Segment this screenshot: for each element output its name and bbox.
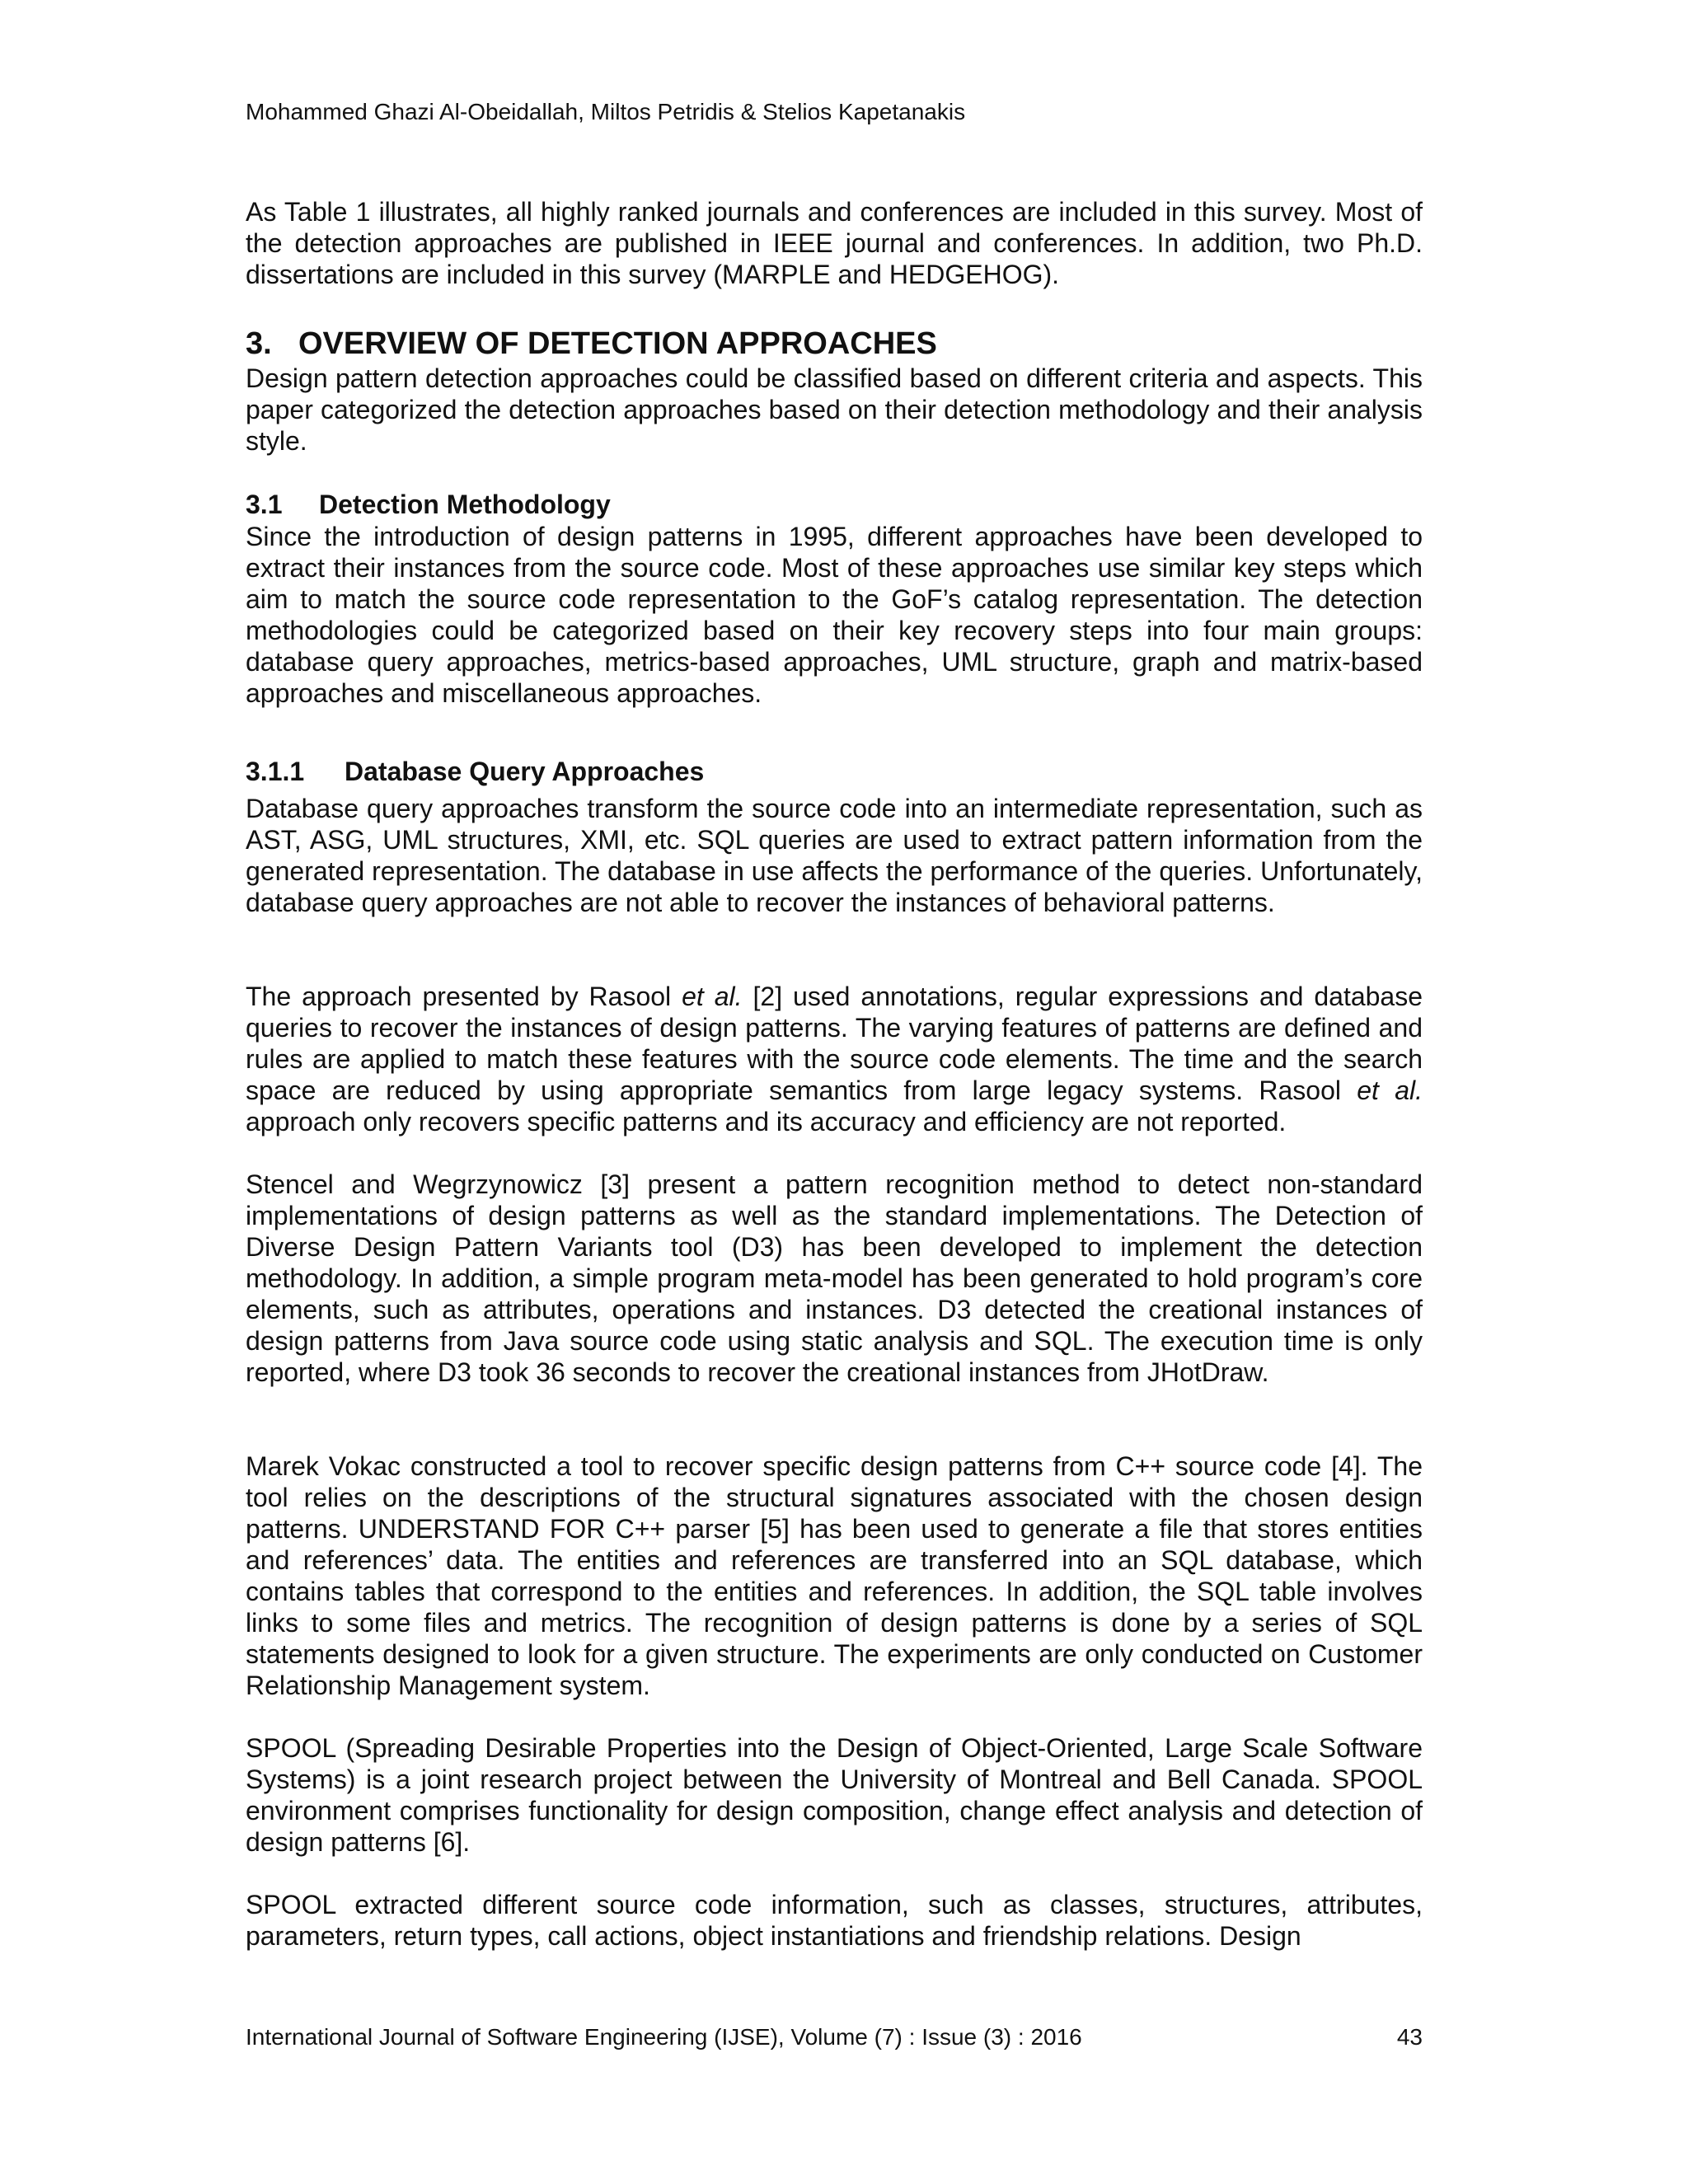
paragraph-spool-intro: SPOOL (Spreading Desirable Properties into the Design of Object-Oriented, Large Scale Software Systems) is a joint research project between the University of Montreal and Bell Canada. SPOOL environment comprises functionality for design composition, change effect analysis and detection of design patterns [6].: [246, 1733, 1423, 1857]
paragraph-rasool-part-e: approach only recovers specific patterns and its accuracy and efficiency are not reported.: [246, 1107, 1287, 1137]
intro-paragraph: As Table 1 illustrates, all highly ranked journals and conferences are included in this survey. Most of the detection approaches are published in IEEE journal and conferences. In addition, two Ph.D. dissertations are included in this survey (MARPLE and HEDGEHOG).: [246, 197, 1423, 289]
paragraph-rasool-part-a: The approach presented by Rasool: [246, 982, 682, 1011]
section-number: 3.: [246, 326, 272, 361]
section-paragraph: Design pattern detection approaches could be classified based on different criteria and aspects. This paper categorized the detection approaches based on their detection methodology and their analysis style.: [246, 363, 1423, 456]
subsubsection-number: 3.1.1: [246, 757, 305, 786]
page-footer: [246, 2022, 1423, 2052]
page-number: 43: [1396, 2024, 1423, 2050]
paragraph-rasool: [246, 981, 1423, 1137]
paragraph-vokac: Marek Vokac constructed a tool to recover specific design patterns from C++ source code [4]. The tool relies on the descriptions of the structural signatures associated with the chosen design patterns. UNDERSTAND FOR C++ parser [5] has been used to generate a file that stores entities and references’ data. The entities and references are transferred into an SQL database, which contains tables that correspond to the entities and references. In addition, the SQL table involves links to some files and metrics. The recognition of design patterns is done by a series of SQL statements designed to look for a given structure. The experiments are only conducted on Customer Relationship Management system.: [246, 1451, 1423, 1700]
paper-page: [246, 0, 1423, 2184]
paragraph-spool-extract: SPOOL extracted different source code information, such as classes, structures, attributes, parameters, return types, call actions, object instantiations and friendship relations. Design: [246, 1890, 1423, 1951]
paragraph-rasool-etal-2: et al.: [1357, 1076, 1423, 1105]
subsection-number: 3.1: [246, 490, 283, 519]
running-header-authors: Mohammed Ghazi Al-Obeidallah, Miltos Petridis & Stelios Kapetanakis: [246, 99, 966, 124]
paragraph-rasool-part-c: [2] used annotations, regular expressions and database queries to recover the instances of design patterns. The varying features of patterns are defined and rules are applied to match these features with the source code elements. The time and the search space are reduced by using appropriate semantics from large legacy systems. Rasool: [246, 982, 1423, 1105]
footer-journal: International Journal of Software Engineering (IJSE), Volume (7) : Issue (3) : 2016: [246, 2024, 1082, 2050]
subsubsection-heading: [246, 755, 704, 788]
subsubsection-title: Database Query Approaches: [345, 757, 705, 786]
section-heading: [246, 325, 937, 363]
paragraph-rasool-etal-1: et al.: [682, 982, 743, 1011]
subsection-paragraph: Since the introduction of design patterns in 1995, different approaches have been developed to extract their instances from the source code. Most of these approaches use similar key steps which aim to match the source code representation to the GoF’s catalog representation. The detection methodologies could be categorized based on their key recovery steps into four main groups: database query approaches, metrics-based approaches, UML structure, graph and matrix-based approaches and miscellaneous approaches.: [246, 522, 1423, 708]
section-title: OVERVIEW OF DETECTION APPROACHES: [298, 326, 937, 361]
subsection-title: Detection Methodology: [319, 490, 611, 519]
subsection-heading: [246, 488, 611, 521]
paragraph-stencel: Stencel and Wegrzynowicz [3] present a pattern recognition method to detect non-standard implementations of design patterns as well as the standard implementations. The Detection of Diverse Design Pattern Variants tool (D3) has been developed to implement the detection methodology. In addition, a simple program meta-model has been generated to hold program’s core elements, such as attributes, operations and instances. D3 detected the creational instances of design patterns from Java source code using static analysis and SQL. The execution time is only reported, where D3 took 36 seconds to recover the creational instances from JHotDraw.: [246, 1169, 1423, 1387]
paragraph-database-query: Database query approaches transform the source code into an intermediate representation, such as AST, ASG, UML structures, XMI, etc. SQL queries are used to extract pattern information from the generated representation. The database in use affects the performance of the queries. Unfortunately, database query approaches are not able to recover the instances of behavioral patterns.: [246, 794, 1423, 917]
